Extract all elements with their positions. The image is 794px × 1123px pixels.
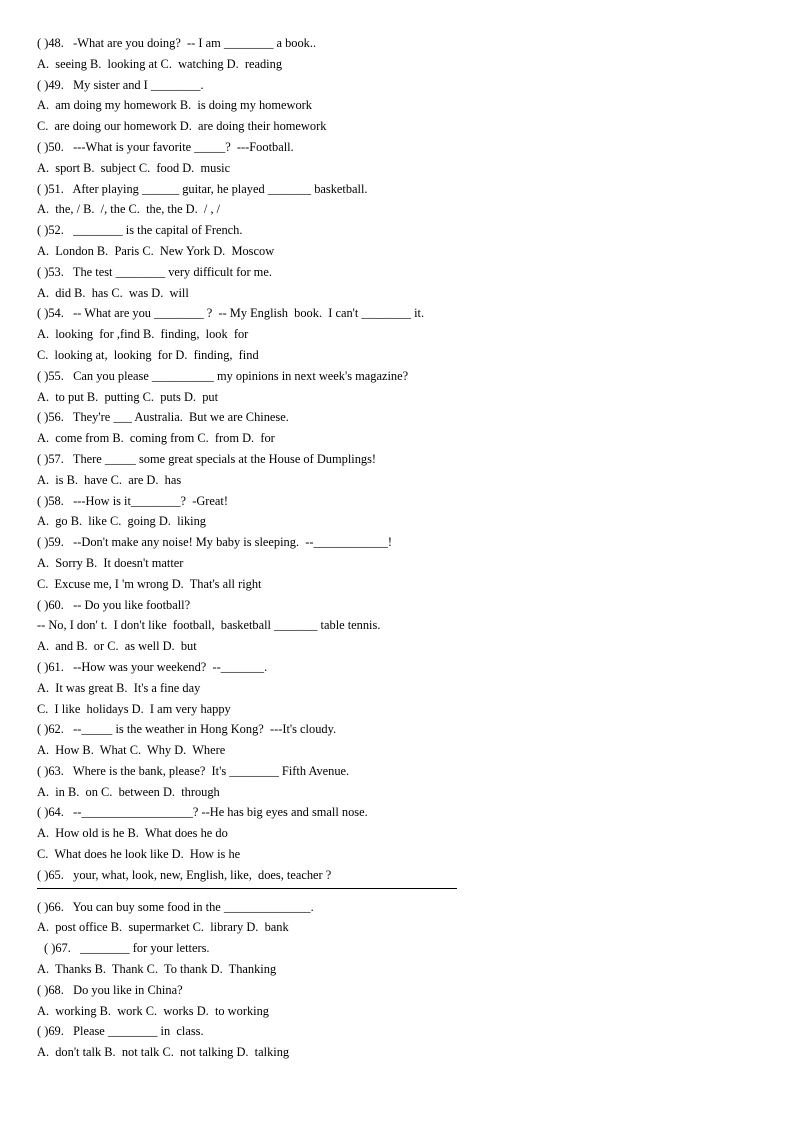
- question-options: A. Thanks B. Thank C. To thank D. Thanking: [37, 962, 277, 977]
- question-options: A. is B. have C. are D. has: [37, 472, 182, 487]
- question-options: A. sport B. subject C. food D. music: [37, 160, 231, 175]
- question-stem: ( )55. Can you please __________ my opinions in next week's magazine?: [37, 368, 409, 383]
- question-options: A. How old is he B. What does he do: [37, 826, 228, 841]
- question-block: [37, 802, 757, 864]
- question-stem: ( )64. --__________________? --He has big eyes and small nose.: [37, 805, 368, 820]
- question-block: [37, 366, 757, 408]
- question-options: A. the, / B. /, the C. the, the D. / , /: [37, 202, 221, 217]
- question-options: A. looking for ,find B. finding, look for: [37, 327, 249, 342]
- question-block: [37, 719, 757, 761]
- questions-48-64: [37, 33, 757, 865]
- question-options: A. come from B. coming from C. from D. for: [37, 431, 275, 446]
- question-options: A. post office B. supermarket C. library D. bank: [37, 920, 289, 935]
- question-stem: ( )60. -- Do you like football?: [37, 597, 191, 612]
- question-options: A. go B. like C. going D. liking: [37, 514, 206, 529]
- question-block: [37, 532, 757, 594]
- question-stem: ( )54. -- What are you ________ ? -- My English book. I can't ________ it.: [37, 306, 425, 321]
- question-stem: ( )66. You can buy some food in the ______________.: [37, 899, 314, 914]
- question-options: A. working B. work C. works D. to working: [37, 1003, 269, 1018]
- question-stem: ( )69. Please ________ in class.: [37, 1024, 204, 1039]
- question-block: [37, 657, 757, 719]
- question-options: A. and B. or C. as well D. but: [37, 639, 197, 654]
- question-stem: ( )57. There _____ some great specials at the House of Dumplings!: [37, 451, 377, 466]
- question-block: [37, 1021, 757, 1063]
- question-block: [37, 938, 757, 980]
- worksheet-page: [37, 33, 757, 1063]
- question-stem: ( )63. Where is the bank, please? It's ________ Fifth Avenue.: [37, 763, 350, 778]
- question-stem: ( )48. -What are you doing? -- I am ________ a book..: [37, 36, 317, 50]
- question-options: A. in B. on C. between D. through: [37, 784, 220, 799]
- question-options: A. seeing B. looking at C. watching D. reading: [37, 56, 283, 71]
- question-stem: ( )56. They're ___ Australia. But we are Chinese.: [37, 410, 289, 425]
- question-options: A. did B. has C. was D. will: [37, 285, 189, 300]
- question-block: [37, 980, 757, 1022]
- question-options: A. don't talk B. not talk C. not talking D. talking: [37, 1045, 290, 1060]
- question-options: C. Excuse me, I 'm wrong D. That's all right: [37, 576, 262, 591]
- question-stem: ( )51. After playing ______ guitar, he played _______ basketball.: [37, 181, 368, 196]
- question-block: [37, 220, 757, 262]
- question-block: [37, 761, 757, 803]
- question-block: [37, 491, 757, 533]
- question-block: [37, 303, 757, 365]
- question-stem: ( )59. --Don't make any noise! My baby is sleeping. --____________!: [37, 535, 392, 550]
- question-stem: ( )53. The test ________ very difficult for me.: [37, 264, 272, 279]
- question-stem: ( )68. Do you like in China?: [37, 982, 183, 997]
- question-options: A. It was great B. It's a fine day: [37, 680, 201, 695]
- question-options: C. I like holidays D. I am very happy: [37, 701, 231, 716]
- question-block: [37, 449, 757, 491]
- question-stem: ( )67. ________ for your letters.: [44, 941, 210, 956]
- question-block: [37, 137, 757, 179]
- question-options: A. am doing my homework B. is doing my homework: [37, 98, 312, 113]
- question-stem: ( )50. ---What is your favorite _____? ---Football.: [37, 139, 294, 154]
- question-options: A. London B. Paris C. New York D. Moscow: [37, 243, 275, 258]
- question-options: A. to put B. putting C. puts D. put: [37, 389, 219, 404]
- question-block: [37, 33, 757, 75]
- question-options: C. What does he look like D. How is he: [37, 847, 241, 862]
- question-65-stem: ( )65. your, what, look, new, English, like, does, teacher ?: [37, 867, 332, 882]
- question-stem: ( )49. My sister and I ________.: [37, 77, 204, 92]
- question-stem: ( )58. ---How is it________? -Great!: [37, 493, 228, 508]
- question-block: [37, 179, 757, 221]
- question-options: A. Sorry B. It doesn't matter: [37, 555, 184, 570]
- question-options: C. looking at, looking for D. finding, find: [37, 347, 259, 362]
- question-stem: ( )61. --How was your weekend? --_______.: [37, 659, 268, 674]
- question-options: C. are doing our homework D. are doing their homework: [37, 119, 327, 134]
- question-block: [37, 595, 757, 657]
- questions-66-69: [37, 897, 757, 1063]
- question-stem: ( )62. --_____ is the weather in Hong Kong? ---It's cloudy.: [37, 722, 337, 737]
- question-block: [37, 897, 757, 939]
- question-stem: ( )52. ________ is the capital of French.: [37, 223, 243, 238]
- question-block: [37, 75, 757, 137]
- question-block: [37, 262, 757, 304]
- question-options: -- No, I don' t. I don't like football, basketball _______ table tennis.: [37, 618, 381, 633]
- question-block: [37, 407, 757, 449]
- question-options: A. How B. What C. Why D. Where: [37, 743, 226, 758]
